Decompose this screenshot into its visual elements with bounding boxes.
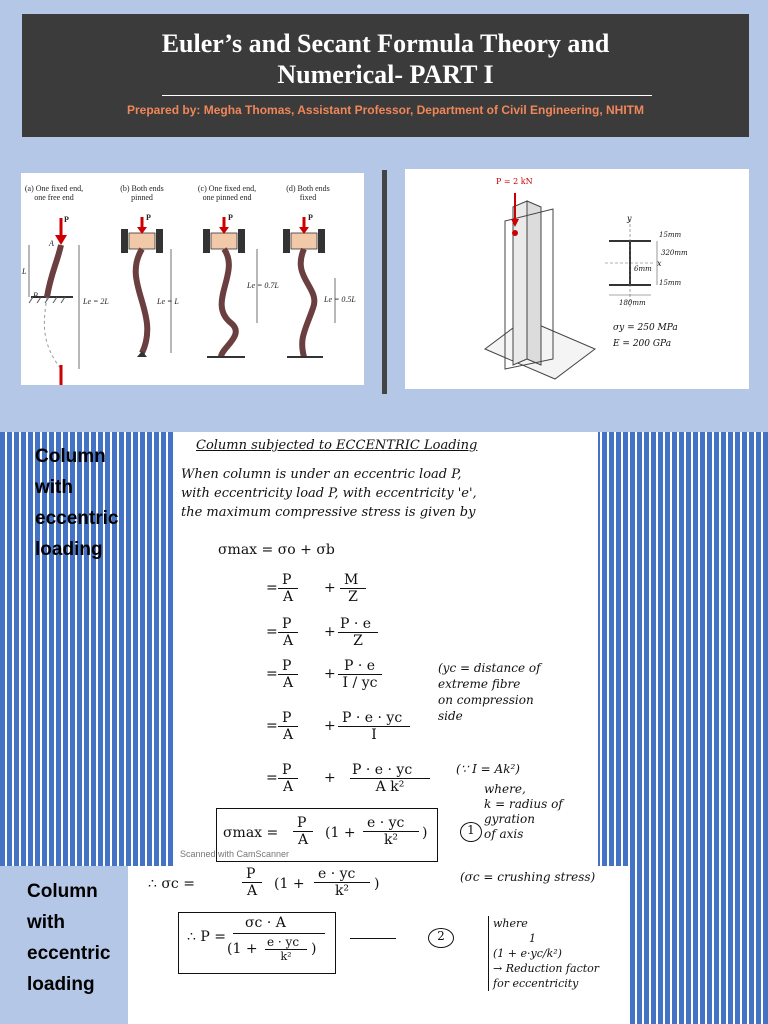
load-label-d: P [308,213,313,222]
step-3: = P A + P · e I / yc [266,658,406,692]
dim-flange-bottom: 15mm [659,279,682,287]
load-note: P = 2 kN [496,177,533,186]
title-underline [162,95,652,96]
step-1: = P A + M Z [266,572,396,606]
caption-a: (a) One fixed end, one free end [24,184,84,202]
note-where-k: where, k = radius of gyration of axis [484,782,563,841]
length-l-label: L [22,267,27,276]
point-a-label: A [49,239,54,248]
load-label-c: P [228,213,233,222]
point-b-label: B [33,291,38,300]
modulus-note: E = 200 GPa [613,339,672,349]
column-d [283,217,335,357]
step-2: = P A + P · e Z [266,616,406,650]
figure-divider [382,170,387,394]
equation-sigma-max: σmax = σo + σb [218,542,335,558]
step-4: = P A + P · e · yc I [266,710,416,744]
dash-arrow [350,938,396,939]
step-5: = P A + P · e · yc A k² [266,762,426,796]
caption-c: (c) One fixed end, one pinned end [197,184,257,202]
equation-number-2: 2 [428,928,454,948]
axis-y-label: y [627,214,632,223]
dim-web: 6mm [634,265,652,273]
yield-stress-note: σy = 250 MPa [613,323,678,333]
section-drawing [605,219,657,307]
axis-x-label: x [657,259,662,268]
title-banner [22,14,749,137]
load-label-b: P [146,213,151,222]
column-b [121,217,171,357]
effective-length-a: Le = 2L [83,297,109,306]
load-label-a: P [64,215,69,224]
sidebar-label-bottom: Column with eccentric loading [27,881,111,995]
note-reduction-factor: where 1 (1 + e·yc/k²) → Reduction factor for eccentricity [488,916,599,991]
page-title: Euler’s and Secant Formula Theory and Numerical- PART I [161,29,610,89]
effective-length-c: Le = 0.7L [247,281,279,290]
note-crushing-stress: (σc = crushing stress) [460,870,596,884]
boxed-equation-2: ∴ P = σc · A (1 + e · yc k² ) [178,912,336,974]
equation-number-1: 1 [460,822,482,842]
caption-d: (d) Both ends fixed [286,184,330,202]
dim-flange-top: 15mm [659,231,682,239]
note-yc: (yc = distance of extreme fibre on compression side [438,661,541,723]
end-conditions-diagram [21,173,364,385]
i-section-diagram [405,169,749,389]
dim-width: 180mm [619,299,646,307]
dim-depth: 320mm [661,249,688,257]
column-a [29,218,79,385]
equation-sigma-c: ∴ σc = P A (1 + e · yc k² ) [148,866,380,899]
notes-heading: Column subjected to ECCENTRIC Loading [196,438,478,453]
boxed-equation-1: σmax = P A (1 + e · yc k² ) [216,808,438,862]
author-subtitle: Prepared by: Megha Thomas, Assistant Professor, Department of Civil Engineering, NHITM [127,103,644,117]
end-conditions-figure [21,173,364,385]
sidebar-label-top: Column with eccentric loading [35,446,119,560]
caption-b: (b) Both ends pinned [120,184,164,202]
camscanner-watermark: Scanned with CamScanner [180,849,290,859]
i-section-figure [405,169,749,389]
effective-length-b: Le = L [157,297,179,306]
notes-intro: When column is under an eccentric load P, with eccentricity load P, with eccentricity 'e', the maximum compressive stress is given by [181,467,477,520]
note-i-ak2: (∵ I = Ak²) [456,762,520,776]
effective-length-d: Le = 0.5L [324,295,356,304]
